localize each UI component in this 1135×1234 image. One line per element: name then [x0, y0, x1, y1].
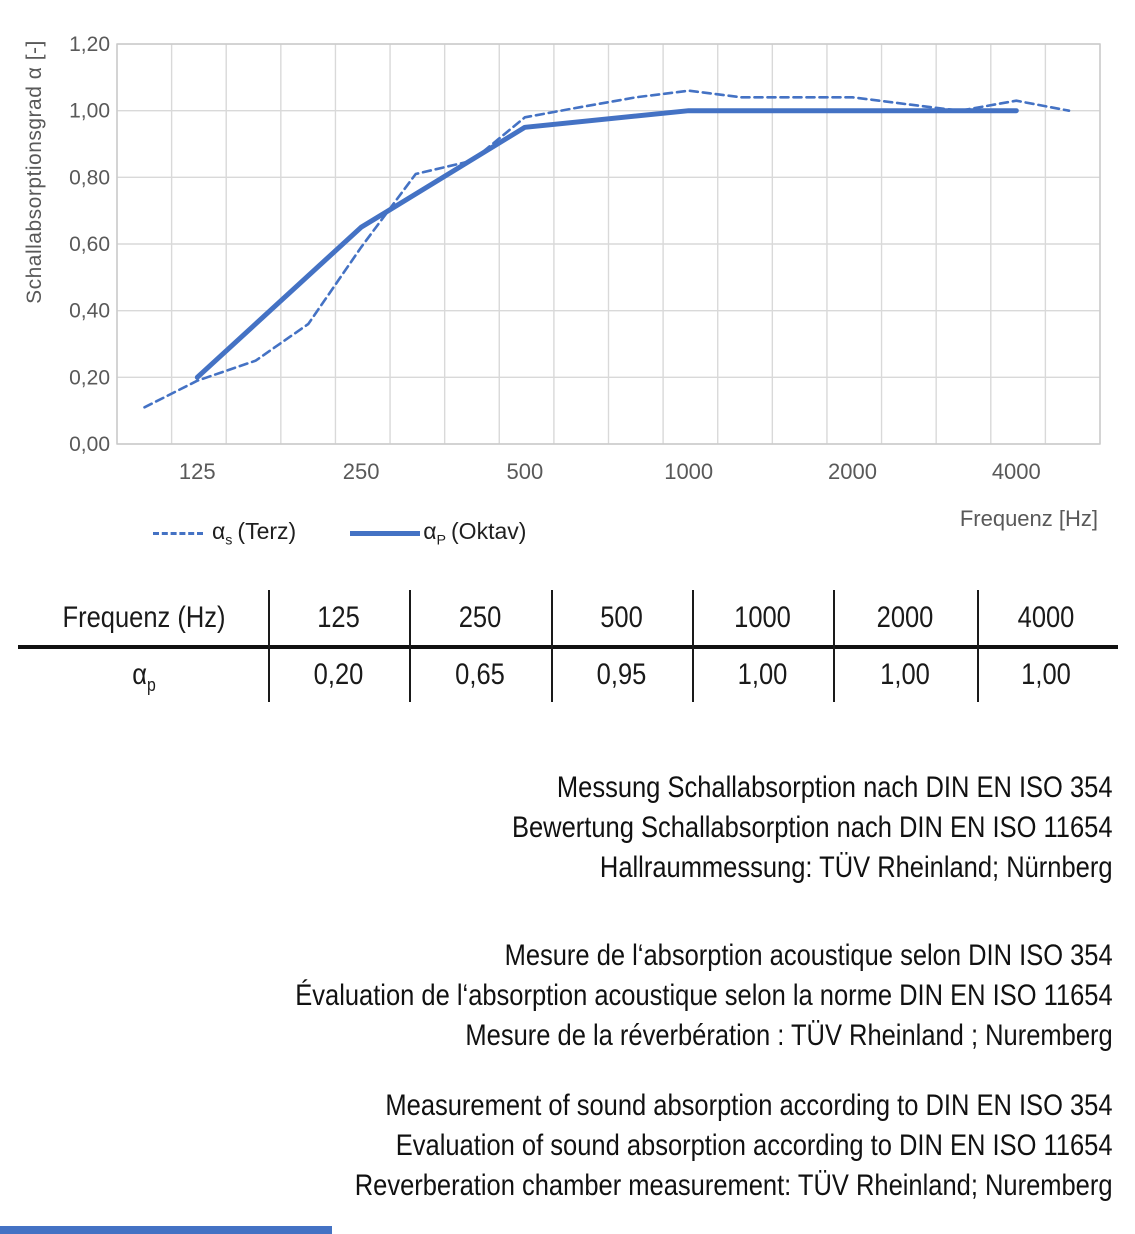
table-column-divider: [977, 590, 979, 702]
note-line: Measurement of sound absorption according to DIN EN ISO 354: [385, 1089, 1113, 1122]
table-header-rule: [18, 645, 1118, 649]
table-header-value: 125: [317, 601, 360, 634]
table-column-divider: [409, 590, 411, 702]
x-tick-label: 2000: [828, 459, 877, 484]
table-header-value: 4000: [1017, 601, 1075, 634]
y-tick-label: 1,00: [69, 99, 110, 123]
y-tick-label: 1,20: [69, 33, 110, 56]
table-column-divider: [833, 590, 835, 702]
legend-label-oktav: $\alpha_P$ (Oktav): [423, 517, 527, 549]
note-line: Hallraummessung: TÜV Rheinland; Nürnberg: [600, 851, 1113, 884]
dashed-line-sample-icon: [153, 532, 203, 535]
table-header-frequency: Frequenz (Hz): [62, 601, 226, 634]
notes-french: [151, 936, 1113, 1056]
note-line: Bewertung Schallabsorption nach DIN EN ISO 11654: [512, 811, 1113, 844]
notes-english: [221, 1086, 1113, 1206]
y-tick-label: 0,60: [69, 233, 110, 256]
x-axis-title: Frequenz [Hz]: [959, 506, 1098, 531]
table-cell-value: 1,00: [880, 658, 930, 691]
table-column-divider: [692, 590, 694, 702]
alpha-p-table: [0, 585, 1135, 705]
y-tick-label: 0,00: [69, 433, 110, 456]
note-line: Évaluation de l‘absorption acoustique selon la norme DIN EN ISO 11654: [295, 979, 1113, 1012]
legend-item-oktav: [350, 518, 526, 549]
table-cell-value: 0,20: [313, 658, 364, 691]
solid-line-sample-icon: [350, 531, 420, 536]
legend-item-terz: [153, 518, 296, 549]
y-tick-label: 0,80: [69, 166, 110, 190]
note-line: Messung Schallabsorption nach DIN EN ISO 354: [557, 771, 1113, 804]
table-header-value: 500: [600, 601, 643, 634]
notes-german: [406, 768, 1113, 888]
absorption-chart: [0, 0, 1135, 560]
table-header-value: 2000: [876, 601, 934, 634]
series-terz-line: [145, 91, 1070, 408]
x-tick-label: 500: [506, 459, 544, 484]
y-axis-title: Schallabsorptionsgrad α [-]: [23, 40, 46, 304]
footer-accent-bar: [0, 1226, 332, 1234]
table-column-divider: [551, 590, 553, 702]
x-tick-label: 1000: [664, 459, 714, 484]
table-column-divider: [268, 590, 270, 702]
table-header-value: 250: [458, 601, 502, 634]
table-cell-value: 1,00: [1021, 658, 1071, 691]
legend-label-terz: $\alpha_s$ (Terz): [212, 517, 297, 549]
y-tick-label: 0,20: [69, 366, 110, 390]
note-line: Reverberation chamber measurement: TÜV Rheinland; Nuremberg: [355, 1169, 1113, 1202]
note-line: Mesure de la réverbération : TÜV Rheinland ; Nuremberg: [465, 1019, 1113, 1052]
chart-plot: [0, 0, 1135, 560]
chart-legend: [153, 518, 526, 548]
table-header-value: 1000: [734, 601, 791, 634]
table-cell-value: 0,65: [455, 658, 505, 691]
y-tick-label: 0,40: [69, 299, 110, 323]
x-tick-label: 125: [178, 459, 216, 484]
note-line: Evaluation of sound absorption according to DIN EN ISO 11654: [396, 1129, 1113, 1162]
note-line: Mesure de l‘absorption acoustique selon DIN ISO 354: [504, 939, 1113, 972]
table-cell-value: 0,95: [596, 658, 647, 691]
x-tick-label: 4000: [991, 459, 1041, 484]
table-cell-value: 1,00: [737, 658, 788, 691]
x-tick-label: 250: [342, 459, 380, 484]
table-row-label-alpha-p: $\alpha_p$: [132, 658, 156, 695]
